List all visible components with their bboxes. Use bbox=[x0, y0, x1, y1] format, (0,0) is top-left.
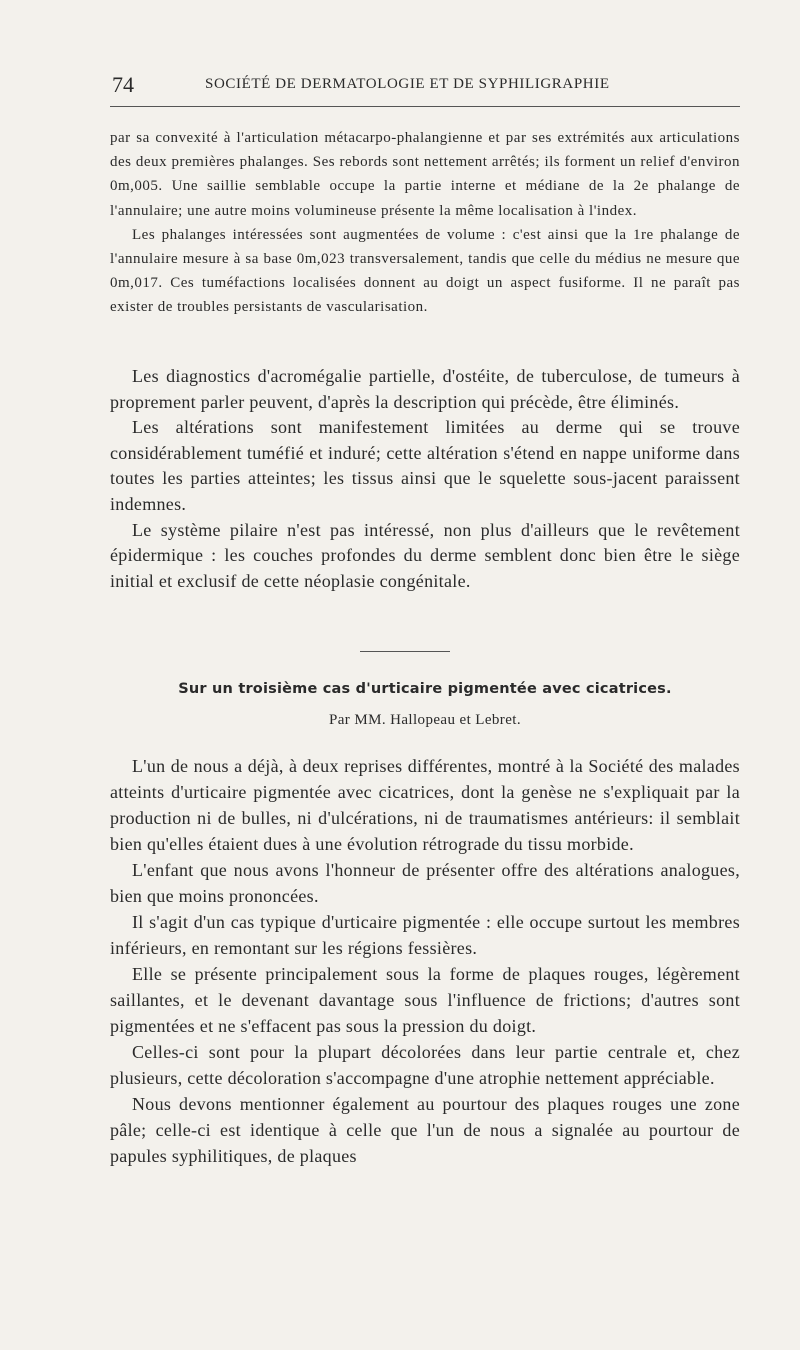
paragraph: Celles-ci sont pour la plupart décolorées dans leur partie centrale et, chez plusieurs, cette décoloration s'accompagne d'une atrophie nettement appréciable. bbox=[110, 1042, 740, 1088]
article-authors: Par MM. Hallopeau et Lebret. bbox=[329, 712, 521, 728]
article-body bbox=[110, 753, 740, 1169]
case-description-small-text bbox=[110, 126, 740, 320]
running-title: SOCIÉTÉ DE DERMATOLOGIE ET DE SYPHILIGRAPHIE bbox=[205, 76, 610, 92]
article-title: Sur un troisième cas d'urticaire pigmentée avec cicatrices. bbox=[178, 681, 672, 697]
paragraph: Les altérations sont manifestement limitées au derme qui se trouve considérablement tuméfié et induré; cette altération s'étend en nappe uniforme dans toutes les parties atteintes; les tissus ainsi que le squelette sous-jacent paraissent indemnes. bbox=[110, 417, 740, 514]
section-divider bbox=[360, 651, 450, 652]
page-header bbox=[110, 66, 740, 102]
paragraph: par sa convexité à l'articulation métacarpo-phalangienne et par ses extrémités aux articulations des deux premières phalanges. Ses rebords sont nettement arrêtés; ils forment un relief d'environ 0m,005. Une saillie semblable occupe la partie interne et médiane de la 2e phalange de l'annulaire; une autre moins volumineuse présente la même localisation à l'index. bbox=[110, 130, 740, 219]
page-number: 74 bbox=[112, 72, 134, 97]
header-rule bbox=[110, 106, 740, 107]
paragraph: Elle se présente principalement sous la forme de plaques rouges, légèrement saillantes, et le devenant davantage sous l'influence de frictions; d'autres sont pigmentées et ne s'effacent pas sous la pression du doigt. bbox=[110, 964, 740, 1036]
paragraph: Les diagnostics d'acromégalie partielle, d'ostéite, de tuberculose, de tumeurs à proprement parler peuvent, d'après la description qui précède, être éliminés. bbox=[110, 366, 740, 412]
paragraph: Les phalanges intéressées sont augmentées de volume : c'est ainsi que la 1re phalange de l'annulaire mesure à sa base 0m,023 transversalement, tandis que celle du médius ne mesure que 0m,017. Ces tuméfactions localisées donnent au doigt un aspect fusiforme. Il ne paraît pas exister de troubles persistants de vascularisation. bbox=[110, 226, 740, 316]
paragraph: L'un de nous a déjà, à deux reprises différentes, montré à la Société des malades atteints d'urticaire pigmentée avec cicatrices, dont la genèse ne s'expliquait par la production ni de bulles, ni d'ulcérations, ni de traumatismes antérieurs: il semblait bien qu'elles étaient dues à une évolution rétrograde du tissu morbide. bbox=[110, 756, 740, 854]
paragraph: Il s'agit d'un cas typique d'urticaire pigmentée : elle occupe surtout les membres inférieurs, en remontant sur les régions fessières. bbox=[110, 912, 740, 958]
paragraph: Nous devons mentionner également au pourtour des plaques rouges une zone pâle; celle-ci est identique à celle que l'un de nous a signalée au pourtour de papules syphilitiques, de plaques bbox=[110, 1094, 740, 1166]
discussion-text bbox=[110, 364, 740, 594]
paragraph: Le système pilaire n'est pas intéressé, non plus d'ailleurs que le revêtement épidermique : les couches profondes du derme semblent donc bien être le siège initial et exclusif de cette néoplasie congénitale. bbox=[110, 519, 740, 591]
paragraph: L'enfant que nous avons l'honneur de présenter offre des altérations analogues, bien que moins prononcées. bbox=[110, 860, 740, 906]
